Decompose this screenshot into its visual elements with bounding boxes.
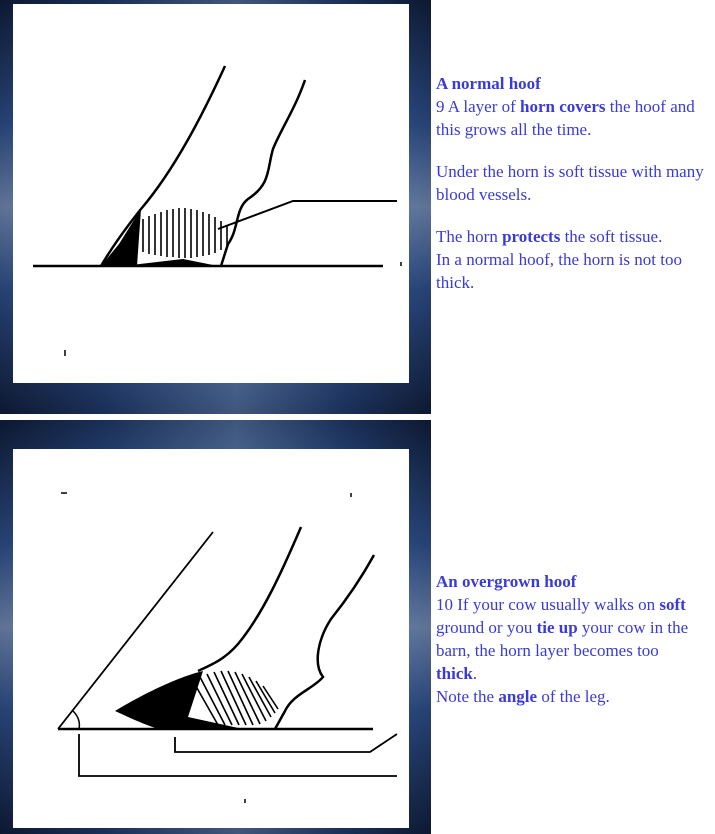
overgrown-hoof-title: An overgrown hoof	[436, 572, 577, 591]
normal-hoof-para-1: 9 A layer of horn covers the hoof and this grows all the time.	[436, 97, 695, 139]
overgrown-hoof-text	[436, 570, 704, 708]
normal-hoof-frame	[0, 0, 431, 414]
overgrown-hoof-illustration	[13, 449, 409, 828]
normal-hoof-para-4: In a normal hoof, the horn is not too thick.	[436, 250, 682, 292]
normal-hoof-drawing	[13, 4, 409, 383]
normal-hoof-text	[436, 72, 704, 294]
normal-hoof-para-2: Under the horn is soft tissue with many blood vessels.	[436, 162, 704, 204]
overgrown-hoof-para-1: 10 If your cow usually walks on soft ground or you tie up your cow in the barn, the horn layer becomes too thick.	[436, 595, 689, 683]
overgrown-hoof-frame	[0, 420, 431, 834]
normal-hoof-para-3: The horn protects the soft tissue.	[436, 227, 663, 246]
overgrown-hoof-drawing	[13, 449, 409, 828]
overgrown-hoof-para-2: Note the angle of the leg.	[436, 687, 610, 706]
normal-hoof-title: A normal hoof	[436, 74, 541, 93]
normal-hoof-illustration	[13, 4, 409, 383]
